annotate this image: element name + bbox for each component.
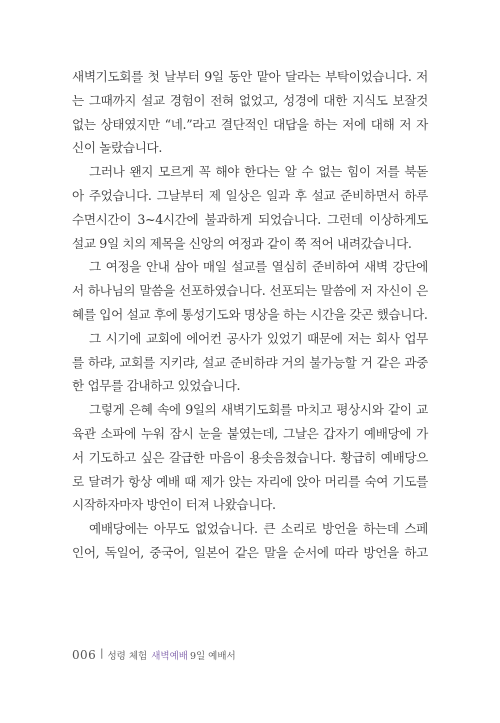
text-line: 그 여정을 안내 삼아 매일 설교를 열심히 준비하여 새벽 강단에 [89,259,428,275]
text-line: 시작하자마자 방언이 터져 나왔습니다. [72,497,276,513]
text-line: 육관 소파에 누워 잠시 눈을 붙였는데, 그날은 갑자기 예배당에 가 [72,425,428,441]
text-line: 인어, 독일어, 중국어, 일본어 같은 말을 순서에 따라 방언을 하고 [72,544,428,560]
text-line: 서 기도하고 싶은 갈급한 마음이 용솟음쳤습니다. 황급히 예배당으 [72,449,428,465]
text-line: 서 하나님의 말씀을 선포하였습니다. 선포되는 말씀에 저 자신이 은 [72,283,428,299]
text-line: 아 주었습니다. 그날부터 제 일상은 일과 후 설교 준비하면서 하루 [72,187,428,203]
text-line: 그 시기에 교회에 에어컨 공사가 있었기 때문에 저는 회사 업무 [89,330,428,346]
text-line: 그러나 왠지 모르게 꼭 해야 한다는 알 수 없는 힘이 저를 북돋 [89,164,428,180]
text-line: 그렇게 은혜 속에 9일의 새벽기도회를 마치고 평상시와 같이 교 [89,402,428,418]
text-line: 예배당에는 아무도 없었습니다. 큰 소리로 방언을 하는데 스페 [89,521,428,537]
text-line: 설교 9일 치의 제목을 신앙의 여정과 같이 쭉 적어 내려갔습니다. [72,235,412,251]
text-line: 없는 상태였지만 “네.”라고 결단적인 대답을 하는 저에 대해 저 자 [72,116,428,132]
book-title-prefix: 성령 체험 [107,651,148,662]
page-number: 006 [72,648,97,662]
footer-separator: | [100,648,104,659]
text-line: 새벽기도회를 첫 날부터 9일 동안 맡아 달라는 부탁이었습니다. 저 [72,69,428,84]
body-text [72,65,428,565]
text-line: 혜를 입어 설교 후에 통성기도와 명상을 하는 시간을 갖곤 했습니다. [72,306,428,322]
text-line: 로 달려가 항상 예배 때 제가 앉는 자리에 앉아 머리를 숙여 기도를 [72,473,428,489]
text-line: 신이 놀랐습니다. [72,140,163,156]
text-line: 수면시간이 3~4시간에 불과하게 되었습니다. 그런데 이상하게도 [72,211,428,227]
text-line: 는 그때까지 설교 경험이 전혀 없었고, 성경에 대한 지식도 보잘것 [72,92,428,108]
text-line: 를 하랴, 교회를 지키랴, 설교 준비하랴 거의 불가능할 거 같은 과중 [72,354,428,370]
page-footer [72,648,236,668]
text-line: 한 업무를 감내하고 있었습니다. [72,378,241,394]
book-title-accent: 새벽예배 [151,651,188,662]
book-title-rest: 9일 예배서 [189,651,236,662]
